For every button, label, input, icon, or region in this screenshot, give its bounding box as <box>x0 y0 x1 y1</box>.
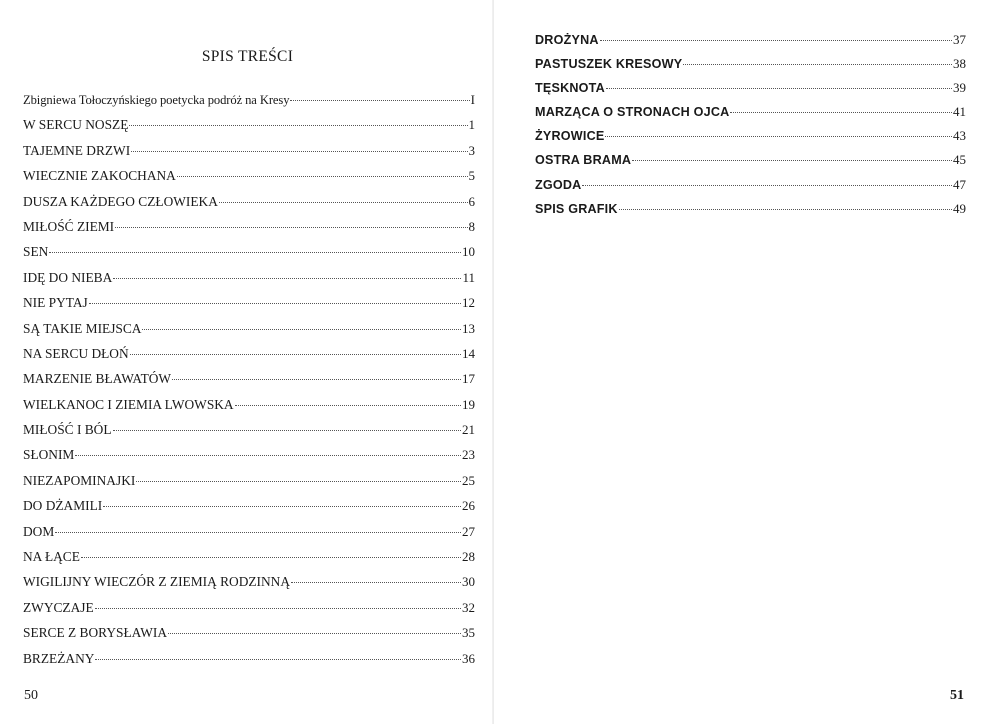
toc-entry-title: Zbigniewa Tołoczyńskiego poetycka podróż na Kresy <box>23 93 290 107</box>
toc-entry <box>23 290 475 315</box>
toc-entry-page: 39 <box>953 80 966 96</box>
toc-entry-page: 26 <box>462 498 475 514</box>
dot-leader <box>89 303 461 304</box>
toc-entry-page: 14 <box>462 345 475 361</box>
dot-leader <box>291 582 461 583</box>
toc-entry-page: 10 <box>462 244 475 260</box>
toc-entry <box>23 442 475 467</box>
toc-entry-title: WIECZNIE ZAKOCHANA <box>23 168 176 184</box>
toc-entry-title: NIEZAPOMINAJKI <box>23 472 136 488</box>
toc-entry <box>23 239 475 264</box>
toc-entry <box>23 417 475 442</box>
toc-entry-page: 1 <box>468 117 475 133</box>
toc-entry <box>23 112 475 137</box>
toc-entry <box>23 189 475 214</box>
toc-entry-page: 13 <box>462 320 475 336</box>
toc-entry-page: 41 <box>953 104 966 120</box>
toc-entry <box>535 173 966 197</box>
toc-entry-page: 28 <box>462 549 475 565</box>
toc-entry <box>23 646 475 671</box>
toc-entry <box>23 265 475 290</box>
toc-entry-title: MARZENIE BŁAWATÓW <box>23 371 172 387</box>
toc-title: SPIS TREŚCI <box>201 48 294 66</box>
dot-leader <box>605 136 952 137</box>
toc-entry-title: SĄ TAKIE MIEJSCA <box>23 320 142 336</box>
toc-entry <box>535 124 966 148</box>
toc-entry-title: OSTRA BRAMA <box>535 153 632 168</box>
toc-entry-title: DUSZA KAŻDEGO CZŁOWIEKA <box>23 193 218 209</box>
toc-entry-title: SŁONIM <box>23 447 75 463</box>
toc-entry-title: TAJEMNE DRZWI <box>23 142 131 158</box>
toc-entry-page: 11 <box>462 269 475 285</box>
toc-entry-page: 38 <box>953 56 966 72</box>
page-number-left: 50 <box>24 688 38 703</box>
toc-entry-page: 3 <box>468 142 475 158</box>
dot-leader <box>619 209 952 210</box>
dot-leader <box>95 608 461 609</box>
toc-entry <box>23 316 475 341</box>
toc-entry <box>23 544 475 569</box>
toc-entry <box>23 519 475 544</box>
dot-leader <box>177 176 468 177</box>
dot-leader <box>219 202 468 203</box>
toc-entry-page: 5 <box>468 168 475 184</box>
toc-list-left <box>23 87 475 671</box>
dot-leader <box>168 633 461 634</box>
dot-leader <box>131 151 467 152</box>
dot-leader <box>81 557 461 558</box>
toc-entry-page: 36 <box>462 650 475 666</box>
toc-entry-title: IDĘ DO NIEBA <box>23 269 113 285</box>
toc-entry <box>23 569 475 594</box>
right-page <box>495 0 985 724</box>
toc-entry-page: 43 <box>953 128 966 144</box>
toc-entry <box>23 468 475 493</box>
toc-entry-title: W SERCU NOSZĘ <box>23 117 129 133</box>
toc-entry-page: 12 <box>462 295 475 311</box>
toc-entry-page: 27 <box>462 523 475 539</box>
dot-leader <box>235 405 461 406</box>
toc-entry-page: 32 <box>462 599 475 615</box>
toc-entry-page: 23 <box>462 447 475 463</box>
toc-entry <box>535 197 966 221</box>
toc-entry-page: 47 <box>953 176 966 192</box>
dot-leader <box>49 252 461 253</box>
dot-leader <box>290 100 469 101</box>
toc-entry-page: 17 <box>462 371 475 387</box>
toc-entry-page: 45 <box>953 152 966 168</box>
toc-entry-title: NA ŁĄCE <box>23 549 80 565</box>
toc-entry <box>23 493 475 518</box>
toc-entry-page: 37 <box>953 32 966 47</box>
toc-list-right <box>535 28 966 221</box>
toc-entry-title: SERCE Z BORYSŁAWIA <box>23 625 168 641</box>
dot-leader <box>142 329 461 330</box>
toc-entry <box>23 595 475 620</box>
dot-leader <box>172 379 461 380</box>
dot-leader <box>683 64 952 65</box>
dot-leader <box>75 455 461 456</box>
toc-entry-page: 8 <box>468 218 475 234</box>
toc-entry-title: TĘSKNOTA <box>535 81 605 96</box>
toc-entry <box>23 163 475 188</box>
toc-entry <box>23 138 475 163</box>
toc-entry-title: BRZEŻANY <box>23 650 95 666</box>
toc-entry <box>23 214 475 239</box>
toc-entry-title: NIE PYTAJ <box>23 295 88 311</box>
toc-entry <box>23 620 475 645</box>
toc-entry-page: I <box>470 92 475 107</box>
toc-entry-page: 6 <box>468 193 475 209</box>
dot-leader <box>606 88 952 89</box>
toc-entry-title: ZWYCZAJE <box>23 599 94 615</box>
toc-entry <box>23 392 475 417</box>
toc-entry <box>23 87 475 112</box>
dot-leader <box>55 532 461 533</box>
dot-leader <box>113 430 461 431</box>
dot-leader <box>103 506 461 507</box>
dot-leader <box>582 185 952 186</box>
toc-entry-title: DROŻYNA <box>535 33 599 47</box>
dot-leader <box>600 40 952 41</box>
toc-entry <box>535 148 966 172</box>
toc-entry <box>535 76 966 100</box>
toc-entry-title: MARZĄCA O STRONACH OJCA <box>535 105 730 120</box>
toc-entry <box>535 52 966 76</box>
dot-leader <box>115 227 467 228</box>
toc-entry <box>23 366 475 391</box>
toc-entry-title: PASTUSZEK KRESOWY <box>535 57 683 72</box>
dot-leader <box>129 125 467 126</box>
dot-leader <box>136 481 461 482</box>
toc-entry-title: SEN <box>23 244 49 260</box>
toc-entry <box>535 100 966 124</box>
toc-entry-title: SPIS GRAFIK <box>535 201 618 216</box>
dot-leader <box>632 160 952 161</box>
dot-leader <box>730 112 952 113</box>
page-number-right: 51 <box>950 688 964 703</box>
toc-entry-title: DO DŻAMILI <box>23 498 103 514</box>
dot-leader <box>130 354 461 355</box>
toc-entry-page: 35 <box>462 625 475 641</box>
toc-entry <box>23 341 475 366</box>
toc-entry-page: 19 <box>462 396 475 412</box>
toc-entry-title: NA SERCU DŁOŃ <box>23 345 129 361</box>
toc-entry-title: DOM <box>23 523 55 539</box>
toc-entry-page: 30 <box>462 574 475 590</box>
toc-entry-page: 25 <box>462 472 475 488</box>
toc-entry-page: 49 <box>953 200 966 216</box>
toc-entry-title: ŻYROWICE <box>535 129 605 144</box>
dot-leader <box>113 278 461 279</box>
toc-entry-page: 21 <box>462 422 475 438</box>
toc-entry-title: WIELKANOC I ZIEMIA LWOWSKA <box>23 396 234 412</box>
toc-entry-title: MIŁOŚĆ ZIEMI <box>23 218 115 234</box>
toc-entry-title: WIGILIJNY WIECZÓR Z ZIEMIĄ RODZINNĄ <box>23 574 291 590</box>
dot-leader <box>95 659 461 660</box>
toc-entry-title: MIŁOŚĆ I BÓL <box>23 422 112 438</box>
toc-entry <box>535 28 966 52</box>
toc-entry-title: ZGODA <box>535 177 582 192</box>
